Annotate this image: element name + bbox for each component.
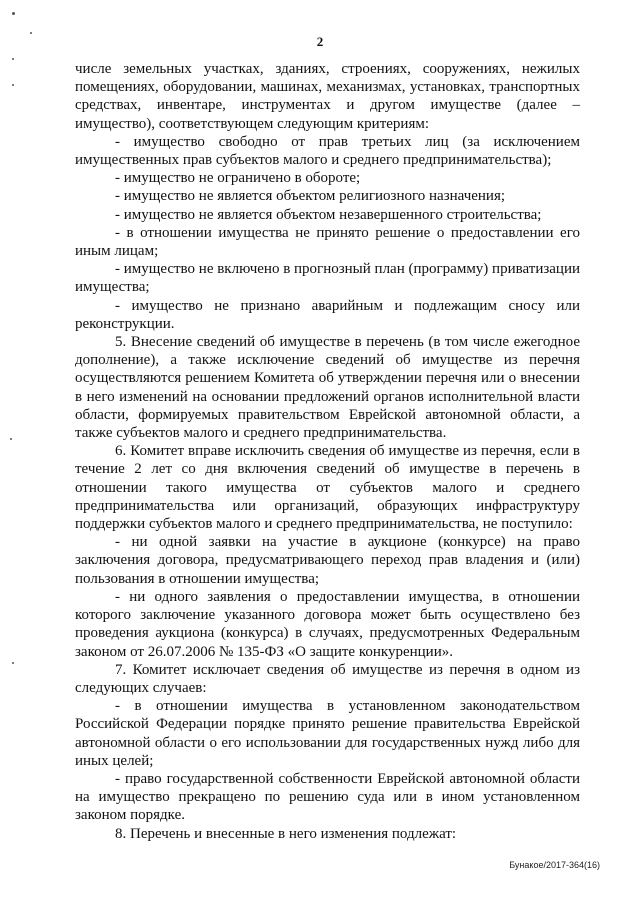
paragraph: 8. Перечень и внесенные в него изменения подлежат:: [115, 825, 457, 842]
paragraph: 6. Комитет вправе исключить сведения об имуществе из перечня, если в течение 2 лет со дня включения сведений об имуществе в перечень в отношении такого имущества от субъектов малого и среднего предпринимательства или организаций, образующих инфраструктуру поддержки субъектов малого и среднего предпринимательства, не поступило:: [75, 443, 580, 533]
paragraph: - в отношении имущества не принято решение о предоставлении его иным лицам;: [75, 224, 580, 260]
paragraph: 7. Комитет исключает сведения об имуществе из перечня в одном из следующих случаев:: [75, 661, 580, 696]
document-body: [75, 60, 580, 843]
paragraph: - имущество не признано аварийным и подлежащим сносу или реконструкции.: [75, 297, 580, 332]
paragraph: - имущество свободно от прав третьих лиц (за исключением имущественных прав субъектов малого и среднего предпринимательства);: [75, 133, 580, 169]
scan-speck: [10, 438, 12, 440]
paragraph: - имущество не является объектом религиозного назначения;: [115, 188, 506, 205]
paragraph: - в отношении имущества в установленном законодательством Российской Федерации порядке принято решение правительства Еврейской автономной области о его использовании для государственных нужд либо для иных целей;: [75, 698, 580, 769]
paragraph: числе земельных участках, зданиях, строениях, сооружениях, нежилых помещениях, оборудовании, машинах, механизмах, установках, транспортных средствах, инвентаре, инструментах и другом имуществе (далее – имущество), соответствующем следующим критериям:: [75, 61, 580, 132]
scan-speck: [12, 12, 15, 15]
paragraph: - имущество не ограничено в обороте;: [115, 170, 361, 187]
paragraph: 5. Внесение сведений об имуществе в перечень (в том числе ежегодное дополнение), а также исключение сведений об имуществе из перечня осуществляются решением Комитета об утверждении перечня или о внесении в него изменений на основании предложений органов исполнительной власти области, формируемых правительством Еврейской автономной области, а также субъектов малого и среднего предпринимательства.: [75, 334, 580, 442]
document-code: Бунакое/2017-364(16): [509, 860, 600, 870]
scan-speck: [12, 662, 14, 664]
scan-speck: [12, 58, 14, 60]
paragraph: - ни одной заявки на участие в аукционе (конкурсе) на право заключения договора, предусматривающего переход прав владения и (или) пользования в отношении имущества;: [75, 534, 580, 587]
scan-speck: [12, 84, 14, 86]
paragraph: - имущество не является объектом незавершенного строительства;: [115, 206, 542, 223]
paragraph: - право государственной собственности Еврейской автономной области на имущество прекращено по решению суда или в ином установленном законом порядке.: [75, 770, 580, 824]
paragraph: - ни одного заявления о предоставлении имущества, в отношении которого заключение указанного договора может быть осуществлено без проведения аукциона (конкурса) в случаях, предусмотренных Федеральным законом от 26.07.2006 № 135-ФЗ «О защите конкуренции».: [75, 588, 580, 660]
paragraph: - имущество не включено в прогнозный план (программу) приватизации имущества;: [75, 261, 581, 296]
page-number: 2: [316, 34, 324, 49]
